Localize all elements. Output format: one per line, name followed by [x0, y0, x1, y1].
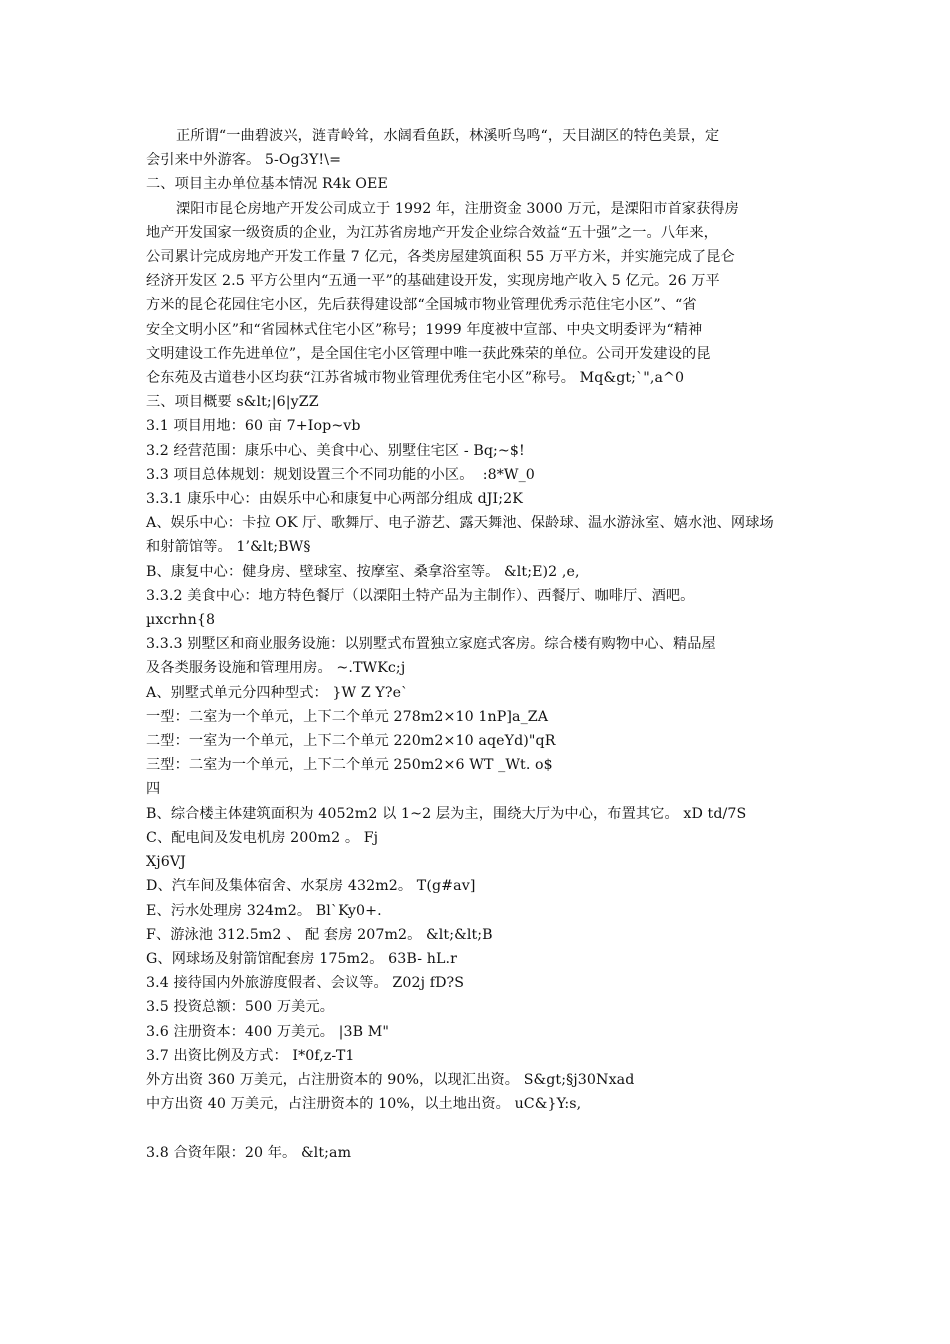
text-line: 及各类服务设施和管理用房。 ~.TWKc;j	[146, 660, 406, 677]
text-line: 四	[146, 781, 161, 798]
text-line: 三、项目概要 s&lt;|6|yZZ	[146, 394, 319, 411]
text-line: 二、项目主办单位基本情况 R4k OEE	[146, 176, 388, 193]
text-line: 3.5 投资总额：500 万美元。	[146, 999, 335, 1016]
text-line: 文明建设工作先进单位”，是全国住宅小区管理中唯一获此殊荣的单位。公司开发建设的昆	[146, 345, 711, 362]
text-line: Xj6VJ	[146, 854, 186, 871]
text-line: 中方出资 40 万美元，占注册资本的 10%，以土地出资。 uC&}Y:s,	[146, 1096, 582, 1113]
text-line: B、综合楼主体建筑面积为 4052m2 以 1~2 层为主，围绕大厅为中心，布置其它。 xD td/7S	[146, 805, 747, 822]
text-line	[146, 1116, 822, 1140]
text-line: 3.2 经营范围：康乐中心、美食中心、别墅住宅区 - Bq;~$!	[146, 442, 525, 459]
text-line: 溧阳市昆仑房地产开发公司成立于 1992 年，注册资金 3000 万元，是溧阳市首家获得房	[176, 200, 739, 217]
text-line: 会引来中外游客。 5-Og3Y!\=	[146, 152, 342, 169]
text-line: 3.8 合资年限：20 年。 &lt;am	[146, 1144, 352, 1161]
text-line: 3.7 出资比例及方式： I*0f,z-T1	[146, 1047, 355, 1064]
text-line: 地产开发国家一级资质的企业，为江苏省房地产开发企业综合效益“五十强”之一。八年来，	[146, 224, 718, 241]
text-line: 一型：二室为一个单元，上下二个单元 278m2×10 1nP]a_ZA	[146, 708, 549, 725]
text-line: 3.3 项目总体规划：规划设置三个不同功能的小区。 :8*W_0	[146, 466, 535, 483]
text-line: F、游泳池 312.5m2 、 配 套房 207m2。 &lt;&lt;B	[146, 926, 493, 943]
text-line: 三型：二室为一个单元，上下二个单元 250m2×6 WT _Wt. o$	[146, 757, 553, 774]
text-line: 外方出资 360 万美元，占注册资本的 90%，以现汇出资。 S&gt;§j30Nxad	[146, 1071, 635, 1088]
text-line: 二型：一室为一个单元，上下二个单元 220m2×10 aqeYd)"qR	[146, 733, 556, 750]
text-line: µxcrhn{8	[146, 612, 216, 629]
text-line: 3.6 注册资本：400 万美元。 |3B M"	[146, 1023, 390, 1040]
text-line: 和射箭馆等。 1’&lt;BW§	[146, 539, 311, 556]
text-line: 正所谓“一曲碧波兴，涟青岭耸，水阔看鱼跃，林溪听鸟鸣“，天目湖区的特色美景，定	[176, 128, 720, 144]
text-line: 3.3.2 美食中心：地方特色餐厅（以溧阳土特产品为主制作）、西餐厅、咖啡厅、酒吧。	[146, 587, 695, 604]
text-line: 3.4 接待国内外旅游度假者、会议等。 Z02j fD?S	[146, 975, 465, 992]
text-line: 方米的昆仑花园住宅小区，先后获得建设部“全国城市物业管理优秀示范住宅小区”、“省	[146, 297, 697, 314]
text-line: 安全文明小区”和“省园林式住宅小区”称号；1999 年度被中宣部、中央文明委评为“精神	[146, 321, 703, 338]
text-line: C、配电间及发电机房 200m2 。 Fj	[146, 829, 379, 846]
text-line: A、娱乐中心：卡拉 OK 厅、歌舞厅、电子游艺、露天舞池、保龄球、温水游泳室、嬉水池、网球场	[146, 515, 774, 532]
text-line: G、网球场及射箭馆配套房 175m2。 63B- hL.r	[146, 950, 457, 967]
text-line: 仑东苑及古道巷小区均获“江苏省城市物业管理优秀住宅小区”称号。 Mq&gt;`",a^0	[146, 370, 685, 387]
text-line: 3.1 项目用地：60 亩 7+Iop~vb	[146, 418, 361, 435]
text-line: A、别墅式单元分四种型式： }W Z Y?e`	[146, 684, 409, 701]
text-line: 经济开发区 2.5 平方公里内“五通一平”的基础建设开发，实现房地产收入 5 亿元。26 万平	[146, 273, 720, 290]
text-line: 3.3.1 康乐中心：由娱乐中心和康复中心两部分组成 dJI;2K	[146, 491, 523, 508]
text-line: D、汽车间及集体宿舍、水泵房 432m2。 T(g#av]	[146, 878, 476, 895]
document-body	[146, 124, 822, 1165]
text-line: E、污水处理房 324m2。 Bl`Ky0+.	[146, 902, 382, 919]
text-line: B、康复中心：健身房、壁球室、按摩室、桑拿浴室等。 &lt;E)2 ,e,	[146, 563, 580, 580]
text-line: 公司累计完成房地产开发工作量 7 亿元，各类房屋建筑面积 55 万平方米，并实施完成了昆仑	[146, 249, 735, 266]
text-line: 3.3.3 别墅区和商业服务设施：以别墅式布置独立家庭式客房。综合楼有购物中心、精品屋	[146, 636, 716, 653]
